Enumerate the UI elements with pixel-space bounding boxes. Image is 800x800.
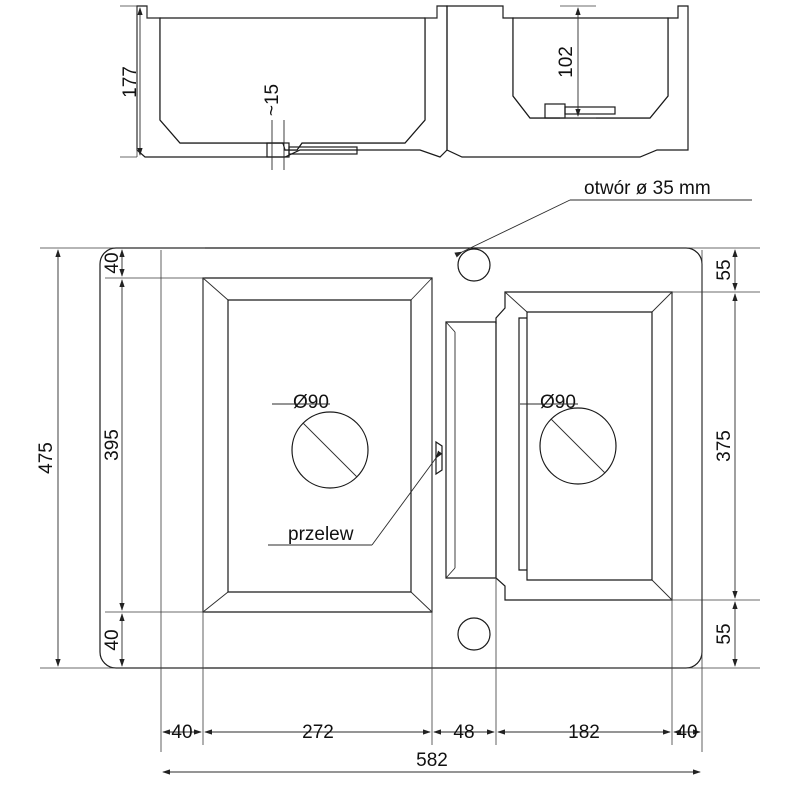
tap-hole-label: otwór ø 35 mm <box>584 178 711 199</box>
tap-hole <box>458 249 490 281</box>
dim-right-40-text: 40 <box>676 722 698 743</box>
dim-bottom-40-text: 40 <box>102 629 123 651</box>
dim-375-text: 375 <box>714 430 735 462</box>
dim-102-text: 102 <box>556 46 577 78</box>
sink-outline <box>100 248 702 668</box>
dim-bottom-55-text: 55 <box>714 623 735 645</box>
overflow-label: przelew <box>288 524 354 545</box>
dim-top-40-text: 40 <box>102 252 123 274</box>
dim-182-text: 182 <box>568 722 600 743</box>
dim-top-55-text: 55 <box>714 259 735 281</box>
plan-view <box>100 178 752 668</box>
section-view <box>120 6 688 170</box>
drain-left-label: Ø90 <box>293 392 329 413</box>
dim-582-text: 582 <box>416 750 448 771</box>
overflow-slot <box>436 442 442 474</box>
dim-15-text: ~15 <box>262 83 283 117</box>
dim-177-text: 177 <box>120 66 141 98</box>
tap-hole-secondary <box>458 618 490 650</box>
dim-272-text: 272 <box>302 722 334 743</box>
dim-48-text: 48 <box>453 722 475 743</box>
drain-right-label: Ø90 <box>540 392 576 413</box>
dim-395-text: 395 <box>102 429 123 461</box>
dim-left-40-text: 40 <box>171 722 193 743</box>
dim-475-text: 475 <box>36 442 57 474</box>
